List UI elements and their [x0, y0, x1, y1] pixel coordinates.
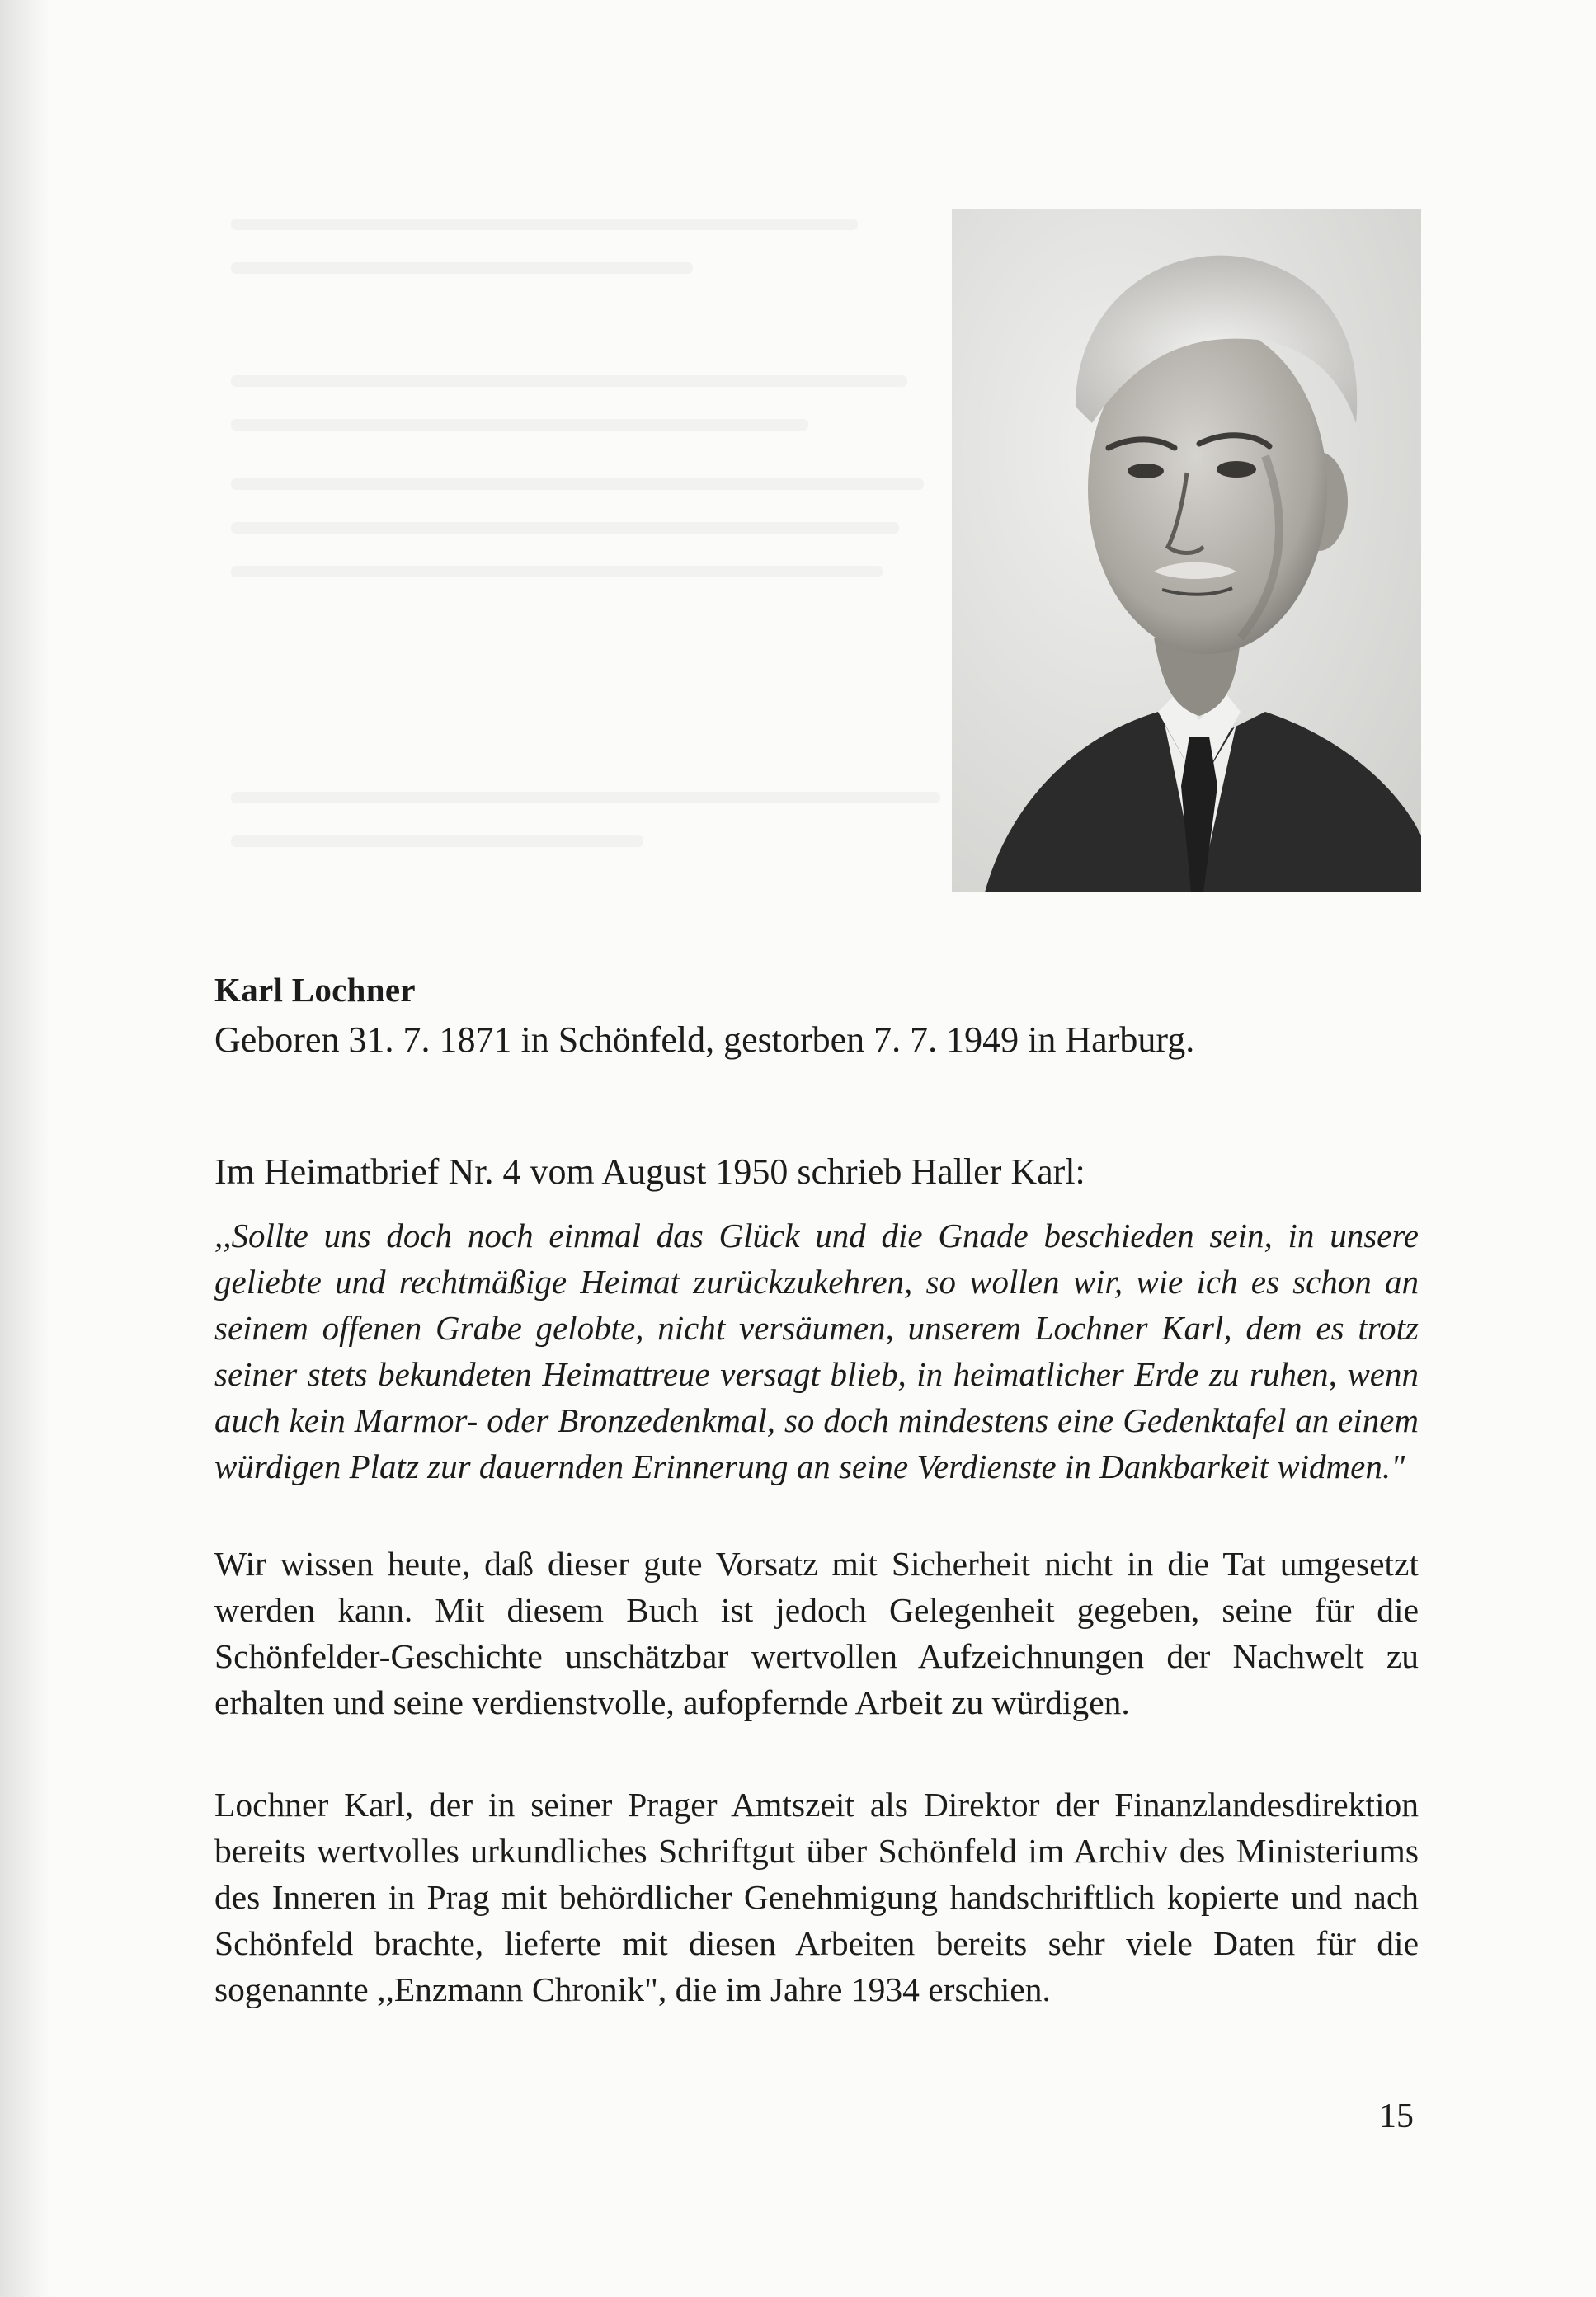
intro-line: Im Heimatbrief Nr. 4 vom August 1950 schrieb Haller Karl: — [214, 1151, 1085, 1192]
page-number: 15 — [1379, 2097, 1414, 2135]
bleed-through — [231, 566, 883, 577]
bleed-through — [231, 419, 808, 431]
bleed-through — [231, 219, 858, 230]
body-paragraph-2: Lochner Karl, der in seiner Prager Amtszeit als Direktor der Finanzlandesdirektion bereits wertvolles urkundliches Schriftgut über Schönfeld im Archiv des Ministeriums des Inneren in Prag mit behördlicher Genehmigung handschriftlich kopierte und nach Schönfeld brachte, lieferte mit diesen Arbeiten bereits sehr viele Daten für die sogenannte ,,Enzmann Chronik", die im Jahre 1934 erschien. — [214, 1786, 1419, 2008]
page-edge-shadow — [0, 0, 49, 2297]
bleed-through — [231, 262, 693, 274]
bleed-through — [231, 522, 899, 534]
birth-death-dates: Geboren 31. 7. 1871 in Schönfeld, gestorben 7. 7. 1949 in Harburg. — [214, 1019, 1195, 1060]
bleed-through — [231, 375, 907, 387]
memorial-quote: ,,Sollte uns doch noch einmal das Glück und die Gnade beschieden sein, in unsere geliebte und rechtmäßige Heimat zurückzukehren, so wollen wir, wie ich es schon an seinem offenen Grabe gelobte, nicht versäumen, unserem Lochner Karl, dem es trotz seiner stets bekundeten Heimattreue versagt blieb, in heimatlicher Erde zu ruhen, wenn auch kein Marmor- oder Bronzedenkmal, so doch mindestens eine Gedenktafel an einem würdigen Platz zur dauernden Erinnerung an seine Verdienste in Dankbarkeit widmen." — [214, 1217, 1419, 1485]
portrait-photo-icon — [952, 209, 1421, 892]
body-paragraph-1: Wir wissen heute, daß dieser gute Vorsatz mit Sicherheit nicht in die Tat umgesetzt werden kann. Mit diesem Buch ist jedoch Gelegenheit gegeben, seine für die Schönfelder-Geschichte unschätzbar wertvollen Aufzeichnungen der Nachwelt zu erhalten und seine verdienstvolle, aufopfernde Arbeit zu würdigen. — [214, 1545, 1419, 1721]
bleed-through — [231, 835, 643, 847]
portrait-photo — [952, 209, 1421, 892]
bleed-through — [231, 792, 940, 803]
bleed-through — [231, 478, 924, 490]
person-name: Karl Lochner — [214, 971, 416, 1009]
